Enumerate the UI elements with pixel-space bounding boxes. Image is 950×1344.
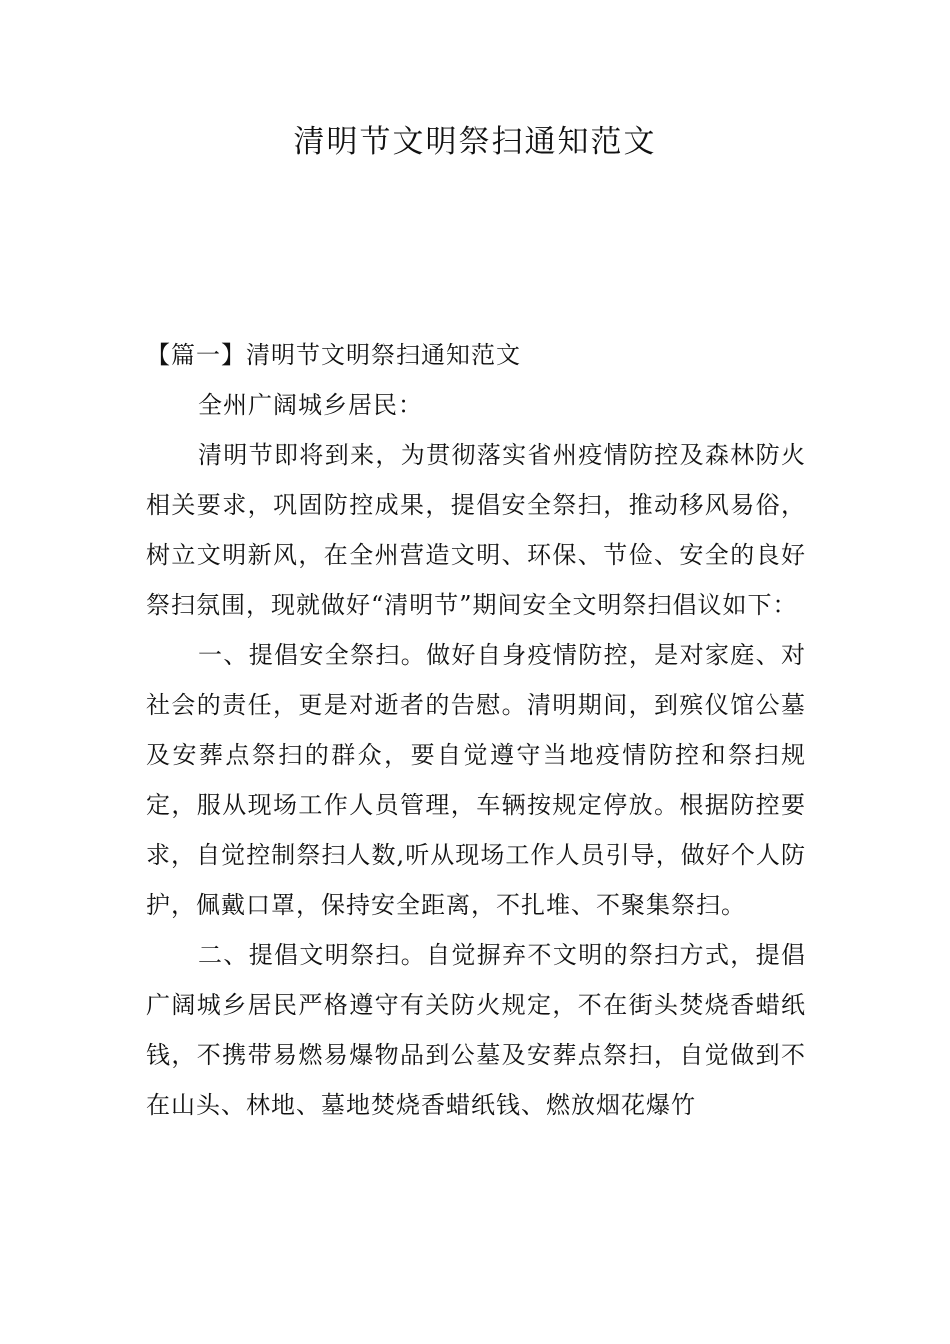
document-body bbox=[146, 330, 806, 1130]
section-heading: 【篇一】清明节文明祭扫通知范文 bbox=[146, 341, 521, 369]
salutation: 全州广阔城乡居民： bbox=[198, 391, 423, 419]
paragraph-civilized-sweeping: 二、提倡文明祭扫。自觉摒弃不文明的祭扫方式，提倡广阔城乡居民严格遵守有关防火规定，不在街头焚烧香蜡纸钱，不携带易燃易爆物品到公墓及安葬点祭扫，自觉做到不在山头、林地、墓地焚烧香蜡纸钱、燃放烟花爆竹 bbox=[146, 941, 806, 1119]
paragraph-safe-sweeping: 一、提倡安全祭扫。做好自身疫情防控，是对家庭、对社会的责任，更是对逝者的告慰。清明期间，到殡仪馆公墓及安葬点祭扫的群众，要自觉遵守当地疫情防控和祭扫规定，服从现场工作人员管理，车辆按规定停放。根据防控要求，自觉控制祭扫人数,听从现场工作人员引导，做好个人防护，佩戴口罩，保持安全距离，不扎堆、不聚集祭扫。 bbox=[146, 641, 806, 919]
paragraph-intro: 清明节即将到来，为贯彻落实省州疫情防控及森林防火相关要求，巩固防控成果，提倡安全祭扫，推动移风易俗，树立文明新风，在全州营造文明、环保、节俭、安全的良好祭扫氛围，现就做好“清明节”期间安全文明祭扫倡议如下： bbox=[146, 441, 806, 619]
document-title: 清明节文明祭扫通知范文 bbox=[293, 124, 657, 160]
